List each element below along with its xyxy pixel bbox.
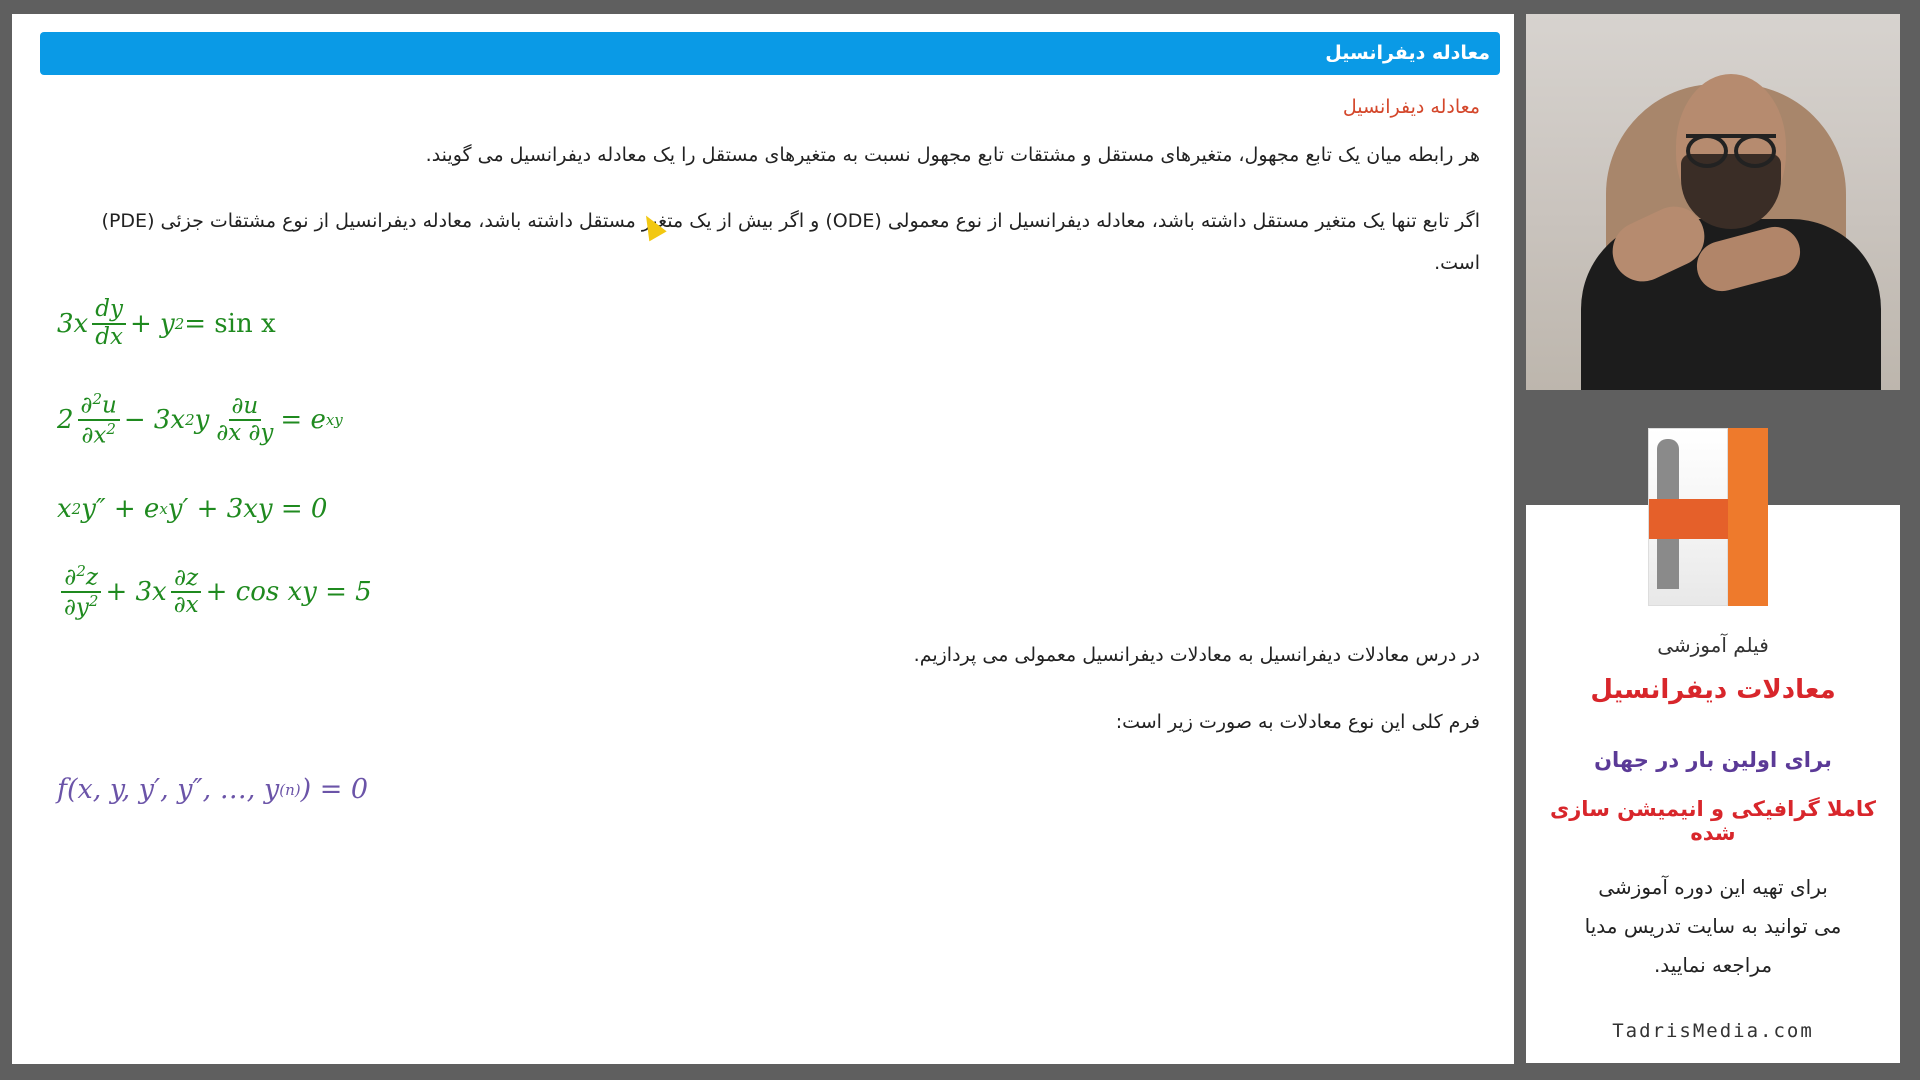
equation-1: 3x $\frac{dy}{dx}$ + y 2 = sin x — [57, 296, 276, 350]
promo-info — [1526, 868, 1900, 985]
slide-title-bar — [40, 32, 1500, 75]
promo-info-line-3: مراجعه نمایید. — [1653, 953, 1773, 977]
equation-3: x 2 y″ + e x y′ + 3xy = 0 — [57, 494, 328, 524]
promo-line-4: کاملا گرافیکی و انیمیشن سازی شده — [1549, 797, 1877, 845]
instructor-webcam — [1526, 14, 1900, 390]
equation-4: $\frac{\partial^2z}{\partial y^2}$ + 3x $\frac{\partial z}{\partial x}$ + cos xy = 5 — [57, 563, 372, 622]
ode-pde-paragraph: اگر تابع تنها یک متغیر مستقل داشته باشد، معادله دیفرانسیل از نوع معمولی (ODE) و اگر بیش از یک متغیر مستقل داشته باشد، معادله دیفرانسیل از نوع مشتقات جزئی (PDE) است. — [101, 210, 1480, 274]
promo-course-title: معادلات دیفرانسیل — [1590, 675, 1836, 705]
promo-info-line-2: می توانید به سایت تدریس مدیا — [1584, 914, 1842, 938]
lesson-slide — [12, 14, 1514, 1064]
general-form-equation: f(x, y, y′, y″, …, y (n) ) = 0 — [57, 774, 369, 805]
course-box-side — [1728, 428, 1768, 606]
equation-2: 2 $\frac{\partial^2u}{\partial x^2}$ − 3x 2 y $\frac{\partial u}{\partial x \partial y}$ = e xy — [57, 390, 343, 450]
section-heading: معادله دیفرانسیل — [1342, 96, 1480, 118]
slide-title: معادله دیفرانسیل — [1325, 42, 1490, 64]
box-stripe — [1649, 499, 1729, 539]
promo-line-1: فیلم آموزشی — [1657, 633, 1769, 657]
ode-focus-paragraph: در درس معادلات دیفرانسیل به معادلات دیفرانسیل معمولی می پردازیم. — [913, 644, 1480, 666]
general-form-paragraph: فرم کلی این نوع معادلات به صورت زیر است: — [1115, 711, 1480, 733]
glasses-icon — [1686, 134, 1776, 160]
course-box-front — [1648, 428, 1728, 606]
definition-paragraph: هر رابطه میان یک تابع مجهول، متغیرهای مستقل و مشتقات تابع مجهول نسبت به متغیرهای مستقل را یک معادله دیفرانسیل می گویند. — [425, 144, 1480, 166]
promo-info-line-1: برای تهیه این دوره آموزشی — [1598, 875, 1828, 899]
course-box-image — [1648, 428, 1768, 608]
promo-line-3: برای اولین بار در جهان — [1594, 748, 1832, 772]
website-link[interactable]: TadrisMedia.com — [1612, 1020, 1814, 1042]
